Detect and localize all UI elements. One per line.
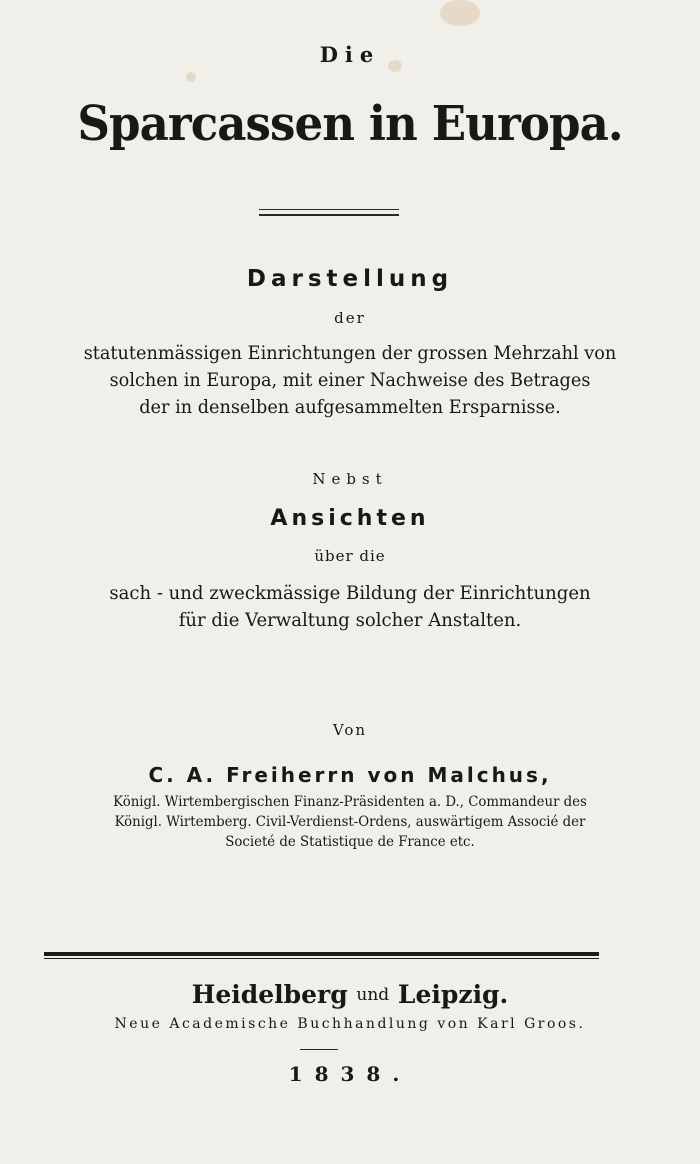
foxing-stain xyxy=(440,0,480,26)
description-line: statutenmässigen Einrichtungen der grossen Mehrzahl von xyxy=(83,342,617,364)
description-block xyxy=(0,340,700,421)
book-title: Sparcassen in Europa. xyxy=(77,96,623,152)
imprint-rule xyxy=(44,952,599,959)
publication-year: 1838. xyxy=(288,1062,412,1086)
affiliation-line: Königl. Wirtembergischen Finanz-Präsidenten a. D., Commandeur des xyxy=(113,794,587,810)
ueber-die-line: über die xyxy=(314,547,386,565)
city-heidelberg: Heidelberg xyxy=(191,980,348,1009)
affiliation-line: Societé de Statistique de France etc. xyxy=(225,834,475,850)
ansichten-heading: Ansichten xyxy=(270,506,430,531)
description2-line: sach - und zweckmässige Bildung der Einrichtungen xyxy=(109,582,591,604)
affiliation-line: Königl. Wirtemberg. Civil-Verdienst-Ordens, auswärtigem Associé der xyxy=(114,814,586,830)
nebst-line: Nebst xyxy=(312,470,388,488)
affiliation-block xyxy=(0,792,700,852)
von-line: Von xyxy=(332,721,368,739)
publisher-line: Neue Academische Buchhandlung von Karl Groos. xyxy=(114,1016,586,1032)
city-leipzig: Leipzig. xyxy=(397,980,509,1009)
description-line: der in denselben aufgesammelten Ersparnisse. xyxy=(139,396,561,418)
double-rule xyxy=(259,209,399,216)
der-line: der xyxy=(334,309,366,327)
darstellung-heading: Darstellung xyxy=(246,266,454,292)
und-word: und xyxy=(356,985,390,1005)
description-line: solchen in Europa, mit einer Nachweise des Betrages xyxy=(109,369,591,391)
foxing-stain xyxy=(186,72,196,82)
author-name: C. A. Freiherrn von Malchus, xyxy=(148,763,552,787)
short-rule xyxy=(300,1049,338,1050)
description2-line: für die Verwaltung solcher Anstalten. xyxy=(178,609,522,631)
description2-block xyxy=(0,580,700,634)
imprint-cities xyxy=(0,980,700,1009)
die-heading: Die xyxy=(319,42,381,67)
